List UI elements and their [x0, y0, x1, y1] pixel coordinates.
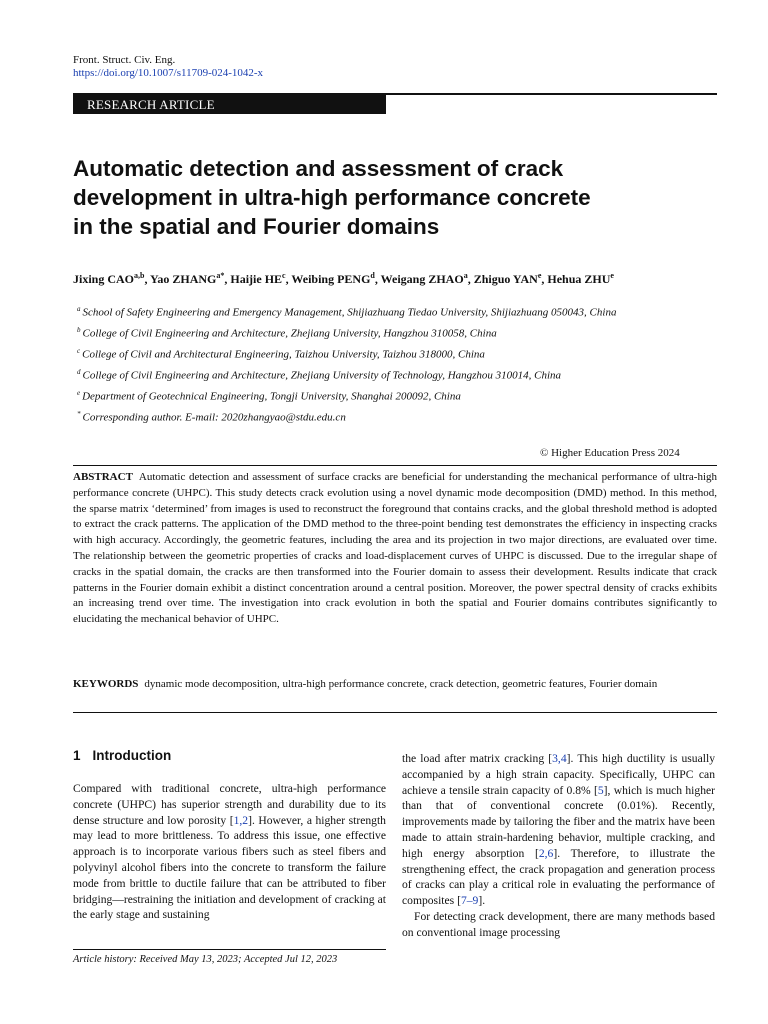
- affiliation-list: [77, 301, 616, 427]
- journal-name: Front. Struct. Civ. Eng.: [73, 54, 176, 66]
- citation-link[interactable]: 3,4: [552, 752, 567, 765]
- affiliation: $^e$ Department of Geotechnical Engineering, Tongji University, Shanghai 200092, China: [77, 388, 461, 403]
- affiliation: $^c$ College of Civil and Architectural Engineering, Taizhou University, Taizhou 318000, China: [77, 346, 485, 361]
- affiliation: $^a$ School of Safety Engineering and Emergency Management, Shijiazhuang Tiedao University, Shijiazhuang 050043, China: [77, 305, 617, 319]
- abstract-rule: [73, 465, 717, 466]
- copyright-notice: © Higher Education Press 2024: [540, 447, 680, 459]
- author: Haijie $HE^c$,: [230, 271, 292, 286]
- keywords-rule: [73, 712, 717, 713]
- paper-title: [73, 154, 713, 241]
- title-line: Automatic detection and assessment of crack: [73, 156, 564, 181]
- abstract: [73, 470, 717, 628]
- citation-link[interactable]: 7–9: [460, 894, 479, 908]
- author: Weibing PENG$^d$,: [291, 271, 381, 286]
- citation-link[interactable]: 2,6: [538, 846, 554, 860]
- citation-link[interactable]: 5: [597, 783, 604, 797]
- author: Hehua ZHU$^e$: [547, 271, 614, 286]
- doi-link[interactable]: https://doi.org/10.1007/s11709-024-1042-x: [73, 67, 264, 79]
- keywords-label: KEYWORDS: [73, 678, 139, 690]
- corresponding-author: * Corresponding author. E-mail: 2020zhangyao@stdu.edu.cn: [77, 409, 346, 424]
- article-type-banner: RESEARCH ARTICLE: [73, 95, 386, 114]
- paragraph: For detecting crack development, there are many methods based on conventional image processing: [402, 909, 715, 939]
- right-column: [402, 751, 715, 941]
- author: Yao $ZHANG^{a*}$,: [150, 271, 231, 286]
- footnote-rule: [73, 949, 386, 950]
- author: Weigang ZHAO$^a$,: [380, 271, 474, 286]
- title-line: development in ultra-high performance concrete: [73, 185, 591, 210]
- title-line: in the spatial and Fourier domains: [73, 214, 440, 239]
- article-history: Article history: Received May 13, 2023; Accepted Jul 12, 2023: [73, 954, 338, 965]
- author-list: [73, 271, 614, 287]
- paragraph: Compared with traditional concrete, ultra-high performance concrete (UHPC) has superior strength and durability due to its dense structure and low porosity [1,2]. However, a higher strength may lead to more brittleness. To address this issue, one effective approach is to incorporate various fibers such as steel fibers and polyvinyl alcohol fibers into the concrete to transform the failure mode from brittle to ductile failure that can be attributed to fiber bridging—restraining the initiation and development of cracking at the early stage and sustaining: [73, 782, 386, 922]
- author: Zhiguo YAN$^e$,: [473, 271, 548, 286]
- abstract-label: ABSTRACT: [73, 471, 133, 483]
- section-heading: [73, 748, 171, 763]
- section-title: Introduction: [92, 748, 172, 763]
- keywords-text: dynamic mode decomposition, ultra-high performance concrete, crack detection, geometric features, Fourier domain: [144, 678, 658, 690]
- paragraph: the load after matrix cracking [3,4]. This high ductility is usually accompanied by a high strain capacity. Specifically, UHPC can achieve a tensile strain capacity of 0.8% [5], which is much higher than that of conventional concrete (0.01%). Recently, improvements made by tailoring the fiber and the matrix have been made to attain strain-hardening behavior, multiple cracking, and high energy absorption [2,6]. Therefore, to illustrate the strengthening effect, the crack propagation and generation process of cracks can play a critical role in evaluating the performance of composites [7–9].: [402, 752, 715, 908]
- affiliation: $^b$ College of Civil Engineering and Architecture, Zhejiang University, Hangzhou 310058, China: [77, 325, 497, 340]
- abstract-text: Automatic detection and assessment of surface cracks are beneficial for understanding the mechanical performance of ultra-high performance concrete (UHPC). This study detects crack evolution using a novel dynamic mode decomposition (DMD) method. In this method, the sparse matrix ‘determined’ from images is used to reconstruct the foreground that contains cracks, and the global threshold method is adopted to extract the crack patterns. The application of the DMD method to the three-point bending test demonstrates the efficiency in inspecting cracks with high accuracy. Accordingly, the geometric features, including the area and its projection in two major directions, are evaluated over time. The relationship between the geometric properties of cracks and load-displacement curves of UHPC is discussed. Due to the irregular shape of cracks in the spatial domain, the cracks are then transformed into the Fourier domain to assess their development. Results indicate that crack patterns in the Fourier domain exhibit a distinct concentration around a central position. Moreover, the power spectral density of cracks exhibits an increasing trend over time. The investigation into crack evolution in both the spatial and Fourier domains contributes significantly to elucidating the mechanical behavior of UHPC.: [73, 471, 717, 626]
- keywords: [73, 677, 717, 693]
- left-column: [73, 781, 386, 923]
- author: Jixing CAO$^{a,b}$,: [73, 271, 151, 286]
- section-number: 1: [73, 748, 81, 763]
- affiliation: $^d$ College of Civil Engineering and Architecture, Zhejiang University of Technology, Hangzhou 310014, China: [77, 367, 562, 382]
- citation-link[interactable]: 1,2: [233, 813, 249, 827]
